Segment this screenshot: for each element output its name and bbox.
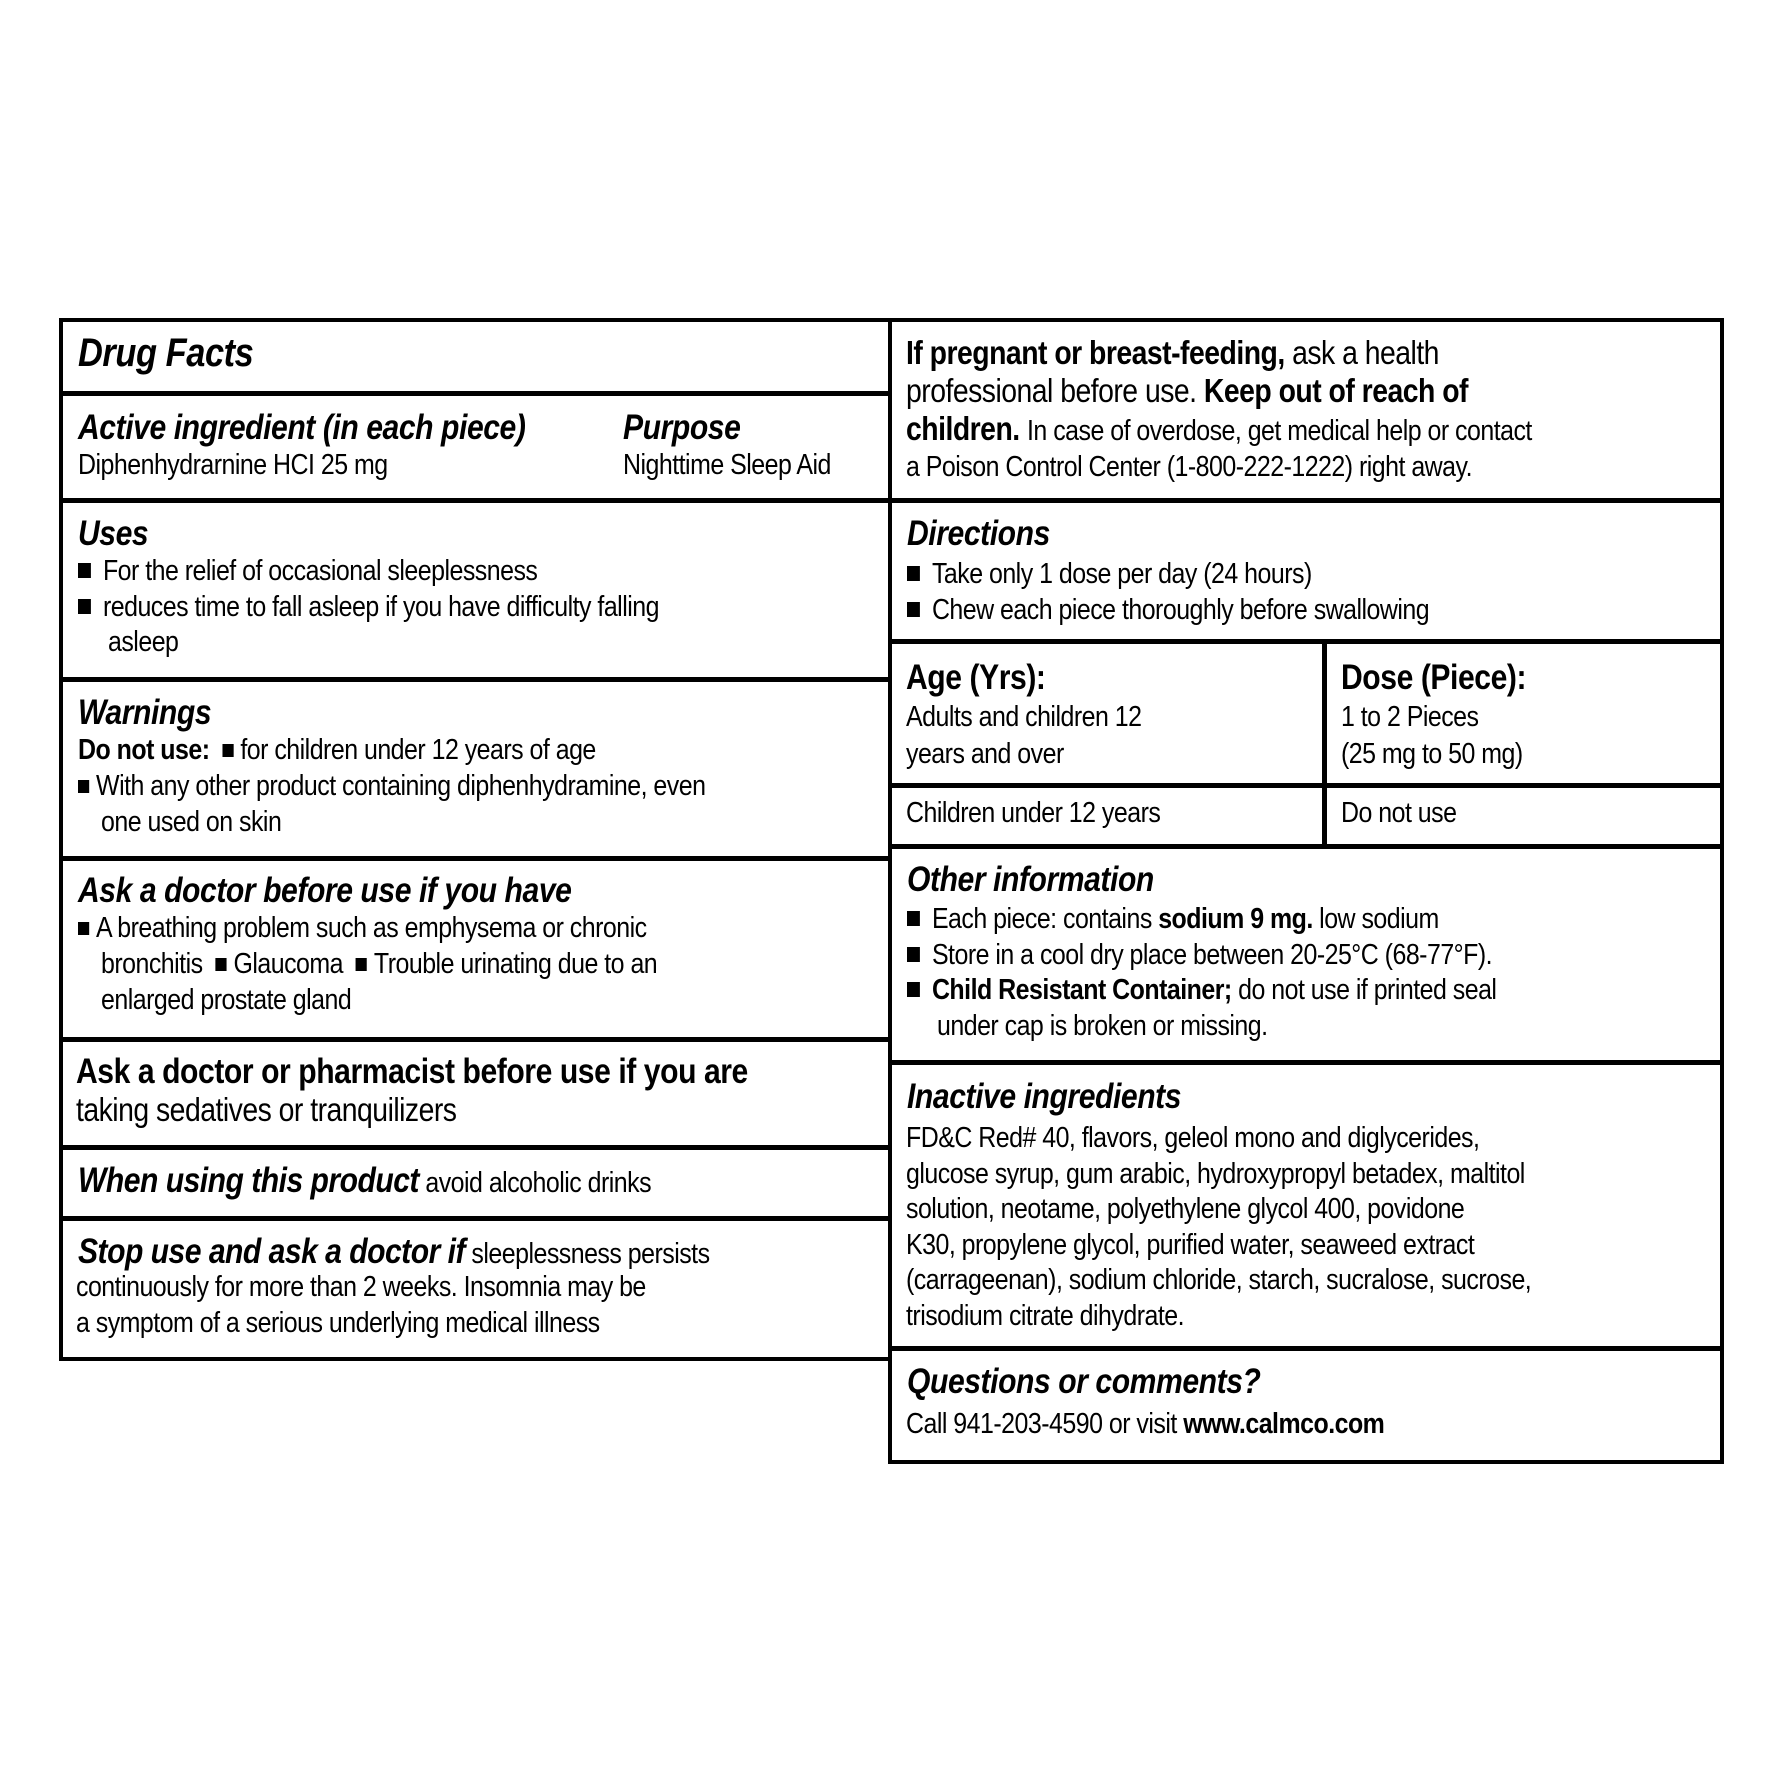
directions-item: Chew each piece thoroughly before swallowing [907, 596, 1429, 625]
stop-use-line: Stop use and ask a doctor if sleeplessness persists [78, 1232, 710, 1271]
purpose-value: Nighttime Sleep Aid [623, 449, 831, 481]
pregnant-line: If pregnant or breast-feeding, ask a health [906, 334, 1439, 371]
warnings-heading: Warnings [78, 693, 212, 732]
stop-use-heading: Stop use and ask a doctor if [78, 1232, 465, 1271]
uses-item: For the relief of occasional sleeplessness [78, 557, 537, 586]
divider [59, 1145, 892, 1150]
bullet-icon [78, 780, 89, 793]
dose-table-cell: Children under 12 years [906, 797, 1161, 829]
warning-item-continued: one used on skin [101, 806, 282, 838]
bullet-icon [907, 947, 920, 962]
divider [59, 391, 892, 396]
divider [888, 844, 1724, 849]
inactive-line: (carrageenan), sodium chloride, starch, sucralose, sucrose, [906, 1264, 1532, 1296]
website-link[interactable]: www.calmco.com [1183, 1408, 1385, 1440]
drug-facts-title: Drug Facts [78, 331, 254, 375]
active-ingredient-value: Diphenhydrarnine HCI 25 mg [78, 449, 388, 481]
bullet-icon [78, 599, 91, 614]
divider [888, 498, 1724, 503]
directions-heading: Directions [907, 514, 1050, 553]
ask-pharmacist-heading: Ask a doctor or pharmacist before use if you are [76, 1052, 748, 1091]
do-not-use-line: Do not use: for children under 12 years of age [78, 734, 596, 766]
ask-doctor-heading: Ask a doctor before use if you have [78, 871, 572, 910]
dose-table-divider [1322, 639, 1327, 848]
bullet-icon [78, 563, 91, 578]
divider [59, 1037, 892, 1042]
divider [59, 677, 892, 682]
stop-use-text: continuously for more than 2 weeks. Insomnia may be [76, 1271, 646, 1303]
uses-item: reduces time to fall asleep if you have difficulty falling [78, 593, 659, 622]
inactive-line: glucose syrup, gum arabic, hydroxypropyl betadex, maltitol [906, 1158, 1525, 1190]
bullet-icon [215, 958, 226, 971]
bullet-icon [907, 911, 920, 926]
inactive-line: FD&C Red# 40, flavors, geleol mono and diglycerides, [906, 1122, 1480, 1154]
bullet-icon [907, 602, 920, 617]
dose-table-age-header: Age (Yrs): [906, 658, 1046, 697]
other-info-item-continued: under cap is broken or missing. [937, 1010, 1268, 1042]
inactive-ingredients-heading: Inactive ingredients [907, 1077, 1182, 1116]
bullet-icon [907, 566, 920, 581]
poison-control-line: a Poison Control Center (1-800-222-1222) right away. [906, 451, 1473, 483]
directions-item: Take only 1 dose per day (24 hours) [907, 560, 1312, 589]
other-info-item: Each piece: contains sodium 9 mg. low sodium [907, 905, 1439, 934]
inactive-line: trisodium citrate dihydrate. [906, 1300, 1185, 1332]
divider [888, 1060, 1724, 1065]
pregnant-line: children. In case of overdose, get medical help or contact [906, 410, 1532, 447]
dose-table-cell: years and over [906, 738, 1064, 770]
dose-table-dose-header: Dose (Piece): [1341, 658, 1527, 697]
uses-item-continued: asleep [108, 626, 179, 658]
inactive-line: solution, neotame, polyethylene glycol 400, povidone [906, 1193, 1465, 1225]
ask-doctor-line: enlarged prostate gland [101, 984, 352, 1016]
active-ingredient-heading: Active ingredient (in each piece) [78, 408, 526, 447]
divider [59, 498, 892, 503]
ask-doctor-line: bronchitis Glaucoma Trouble urinating due to an [101, 948, 658, 980]
other-info-item: Store in a cool dry place between 20-25°C (68-77°F). [907, 941, 1492, 970]
inactive-line: K30, propylene glycol, purified water, seaweed extract [906, 1229, 1475, 1261]
stop-use-text: a symptom of a serious underlying medical illness [76, 1307, 600, 1339]
purpose-heading: Purpose [623, 408, 741, 447]
dose-table-cell: Adults and children 12 [906, 701, 1142, 733]
when-using-line: When using this product avoid alcoholic drinks [78, 1161, 652, 1200]
ask-pharmacist-text: taking sedatives or tranquilizers [76, 1091, 457, 1128]
questions-heading: Questions or comments? [907, 1362, 1261, 1401]
uses-heading: Uses [78, 514, 149, 553]
dose-table-cell: Do not use [1341, 797, 1457, 829]
pregnant-line: professional before use. Keep out of reach of [906, 372, 1468, 409]
bullet-icon [907, 982, 920, 997]
do-not-use-label: Do not use: [78, 734, 210, 766]
divider [888, 1346, 1724, 1351]
divider [59, 1216, 892, 1221]
divider [888, 783, 1724, 788]
questions-line: Call 941-203-4590 or visit www.calmco.com [906, 1408, 1385, 1440]
divider [59, 856, 892, 861]
warning-item: With any other product containing diphenhydramine, even [78, 772, 705, 801]
other-info-heading: Other information [907, 860, 1154, 899]
other-info-item: Child Resistant Container; do not use if printed seal [907, 976, 1496, 1005]
ask-doctor-line: A breathing problem such as emphysema or chronic [78, 914, 647, 943]
bullet-icon [222, 744, 233, 757]
dose-table-cell: (25 mg to 50 mg) [1341, 738, 1523, 770]
bullet-icon [356, 958, 367, 971]
divider [888, 639, 1724, 644]
bullet-icon [78, 922, 89, 935]
when-using-heading: When using this product [78, 1161, 419, 1200]
dose-table-cell: 1 to 2 Pieces [1341, 701, 1479, 733]
